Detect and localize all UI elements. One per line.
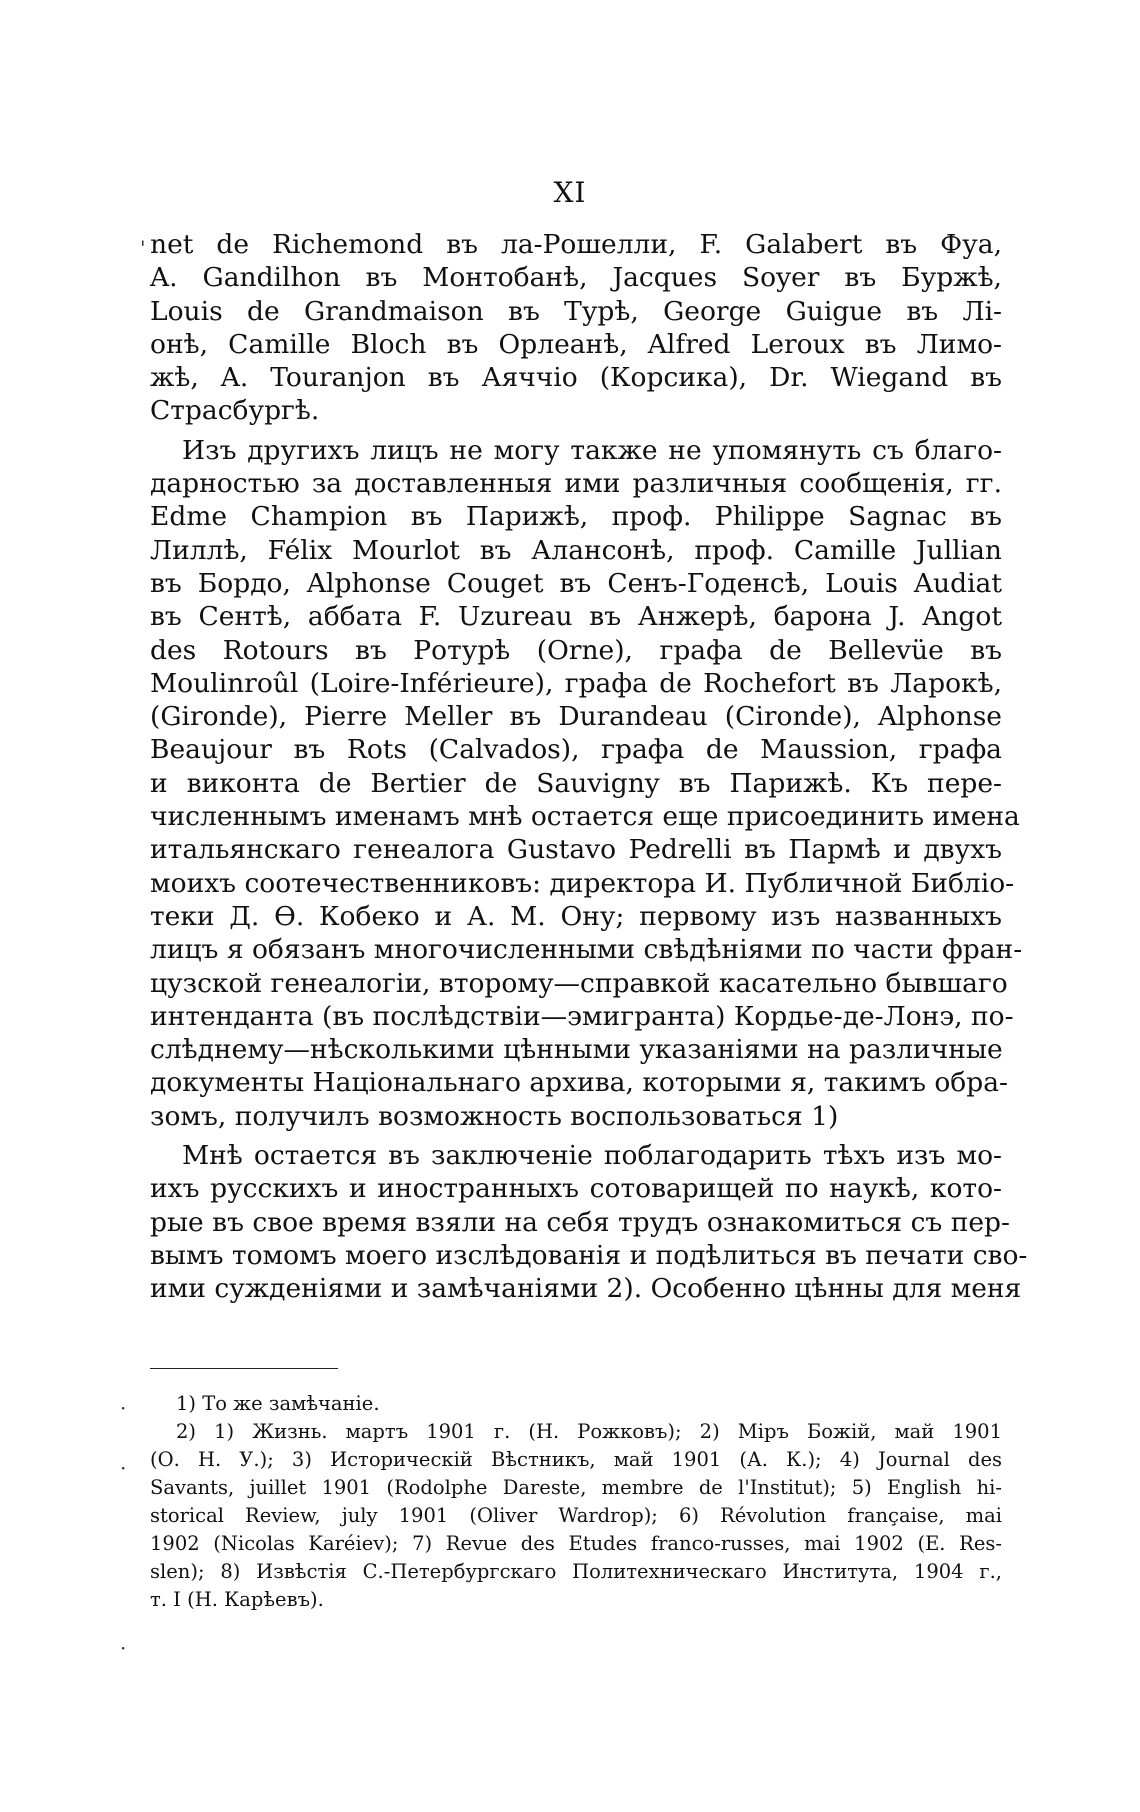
text-line: Beaujour въ Rots (Calvados), графа de Maussion, графа [150,734,1002,766]
text-line: теки Д. Ѳ. Кобеко и А. М. Ону; первому изъ названныхъ [150,900,1002,932]
page-number: XI [553,176,587,209]
margin-mark: · [120,1636,127,1660]
text-line: ихъ русскихъ и иностранныхъ сотоварищей по наукѣ, кото- [150,1173,1002,1205]
text-line: онѣ, Camille Bloch въ Орлеанѣ, Alfred Leroux въ Лимо- [150,328,1002,360]
text-line: численнымъ именамъ мнѣ остается еще присоединить имена [150,801,1020,833]
text-line: моихъ соотечественниковъ: директора И. Публичной Библіо- [150,867,1015,899]
text-line: интенданта (въ послѣдствіи—эмигранта) Кордье-де-Лонэ, по- [150,1000,1014,1032]
footnote-line: Savants, juillet 1901 (Rodolphe Dareste, membre de l'Institut); 5) English hi- [150,1476,1002,1499]
text-line: A. Gandilhon въ Монтобанѣ, Jacques Soyer въ Буржѣ, [150,262,1002,294]
text-line: цузской генеалогіи, второму—справкой касательно бывшаго [150,967,1008,999]
text-line: рые въ свое время взяли на себя трудъ ознакомиться съ пер- [150,1206,1010,1238]
footnote-line: 1902 (Nicolas Karéiev); 7) Revue des Etudes franco-russes, mai 1902 (E. Res- [150,1532,1002,1555]
text-line: (Gironde), Pierre Meller въ Durandeau (Cironde), Alphonse [150,701,1002,733]
text-line: Edme Champion въ Парижѣ, проф. Philippe Sagnac въ [150,501,1002,533]
text-line: des Rotours въ Ротурѣ (Orne), графа de Bellevüe въ [150,634,1002,666]
text-line: Moulinroûl (Loire-Inférieure), графа de Rochefort въ Ларокѣ, [150,667,1002,699]
text-line: лицъ я обязанъ многочисленными свѣдѣніями по части фран- [150,934,1023,966]
footnote-line: storical Review, july 1901 (Oliver Wardrop); 6) Révolution française, mai [150,1504,1002,1527]
text-line: Лиллѣ, Félix Mourlot въ Алансонѣ, проф. Camille Jullian [150,534,1002,566]
text-line: Страсбургѣ. [150,395,320,427]
body-text [150,228,1028,1306]
text-line: въ Бордо, Alphonse Couget въ Сенъ-Годенсѣ, Louis Audiat [150,567,1002,599]
margin-mark: ' [140,236,146,260]
paragraph-start-line: Мнѣ остается въ заключеніе поблагодарить тѣхъ изъ мо- [182,1140,1002,1172]
margin-mark: · [120,1456,127,1480]
text-line: ими сужденіями и замѣчаніями 2). Особенно цѣнны для меня [150,1273,1022,1305]
paragraph-start-line: Изъ другихъ лицъ не могу также не упомянуть съ благо- [182,434,1002,466]
text-line: и виконта de Bertier de Sauvigny въ Парижѣ. Къ пере- [150,767,1002,799]
footnote-line: (О. Н. У.); 3) Историческій Вѣстникъ, май 1901 (А. К.); 4) Journal des [150,1448,1002,1471]
footnote-line: slen); 8) Извѣстія С.-Петербургскаго Политехническаго Института, 1904 г., [150,1560,1002,1583]
text-line: дарностью за доставленныя ими различныя сообщенія, гг. [150,468,1002,500]
text-line: Louis de Grandmaison въ Турѣ, George Guigue въ Лі- [150,295,1002,327]
footnotes [150,1390,1002,1614]
text-line: вымъ томомъ моего изслѣдованія и подѣлиться въ печати сво- [150,1239,1028,1271]
footnote-line: т. I (Н. Карѣевъ). [150,1588,324,1611]
text-line: net de Richemond въ ла-Рошелли, F. Galabert въ Фуа, [150,229,1002,260]
text-line: зомъ, получилъ возможность воспользоваться 1) [150,1100,839,1132]
footnote-line: 1) То же замѣчаніе. [176,1392,380,1415]
text-line: въ Сентѣ, аббата F. Uzureau въ Анжерѣ, барона J. Angot [150,601,1002,633]
text-line: жѣ, A. Touranjon въ Аяччіо (Корсика), Dr. Wiegand въ [150,362,1002,394]
text-line: итальянскаго генеалога Gustavo Pedrelli въ Пармѣ и двухъ [150,834,1002,866]
text-line: слѣднему—нѣсколькими цѣнными указаніями на различные [150,1034,1003,1066]
footnote-line: 2) 1) Жизнь. мартъ 1901 г. (Н. Рожковъ); 2) Міръ Божій, май 1901 [176,1420,1002,1443]
text-line: документы Національнаго архива, которыми я, такимъ обра- [150,1067,1008,1099]
footnote-divider [150,1368,338,1369]
margin-mark: · [120,1396,127,1420]
